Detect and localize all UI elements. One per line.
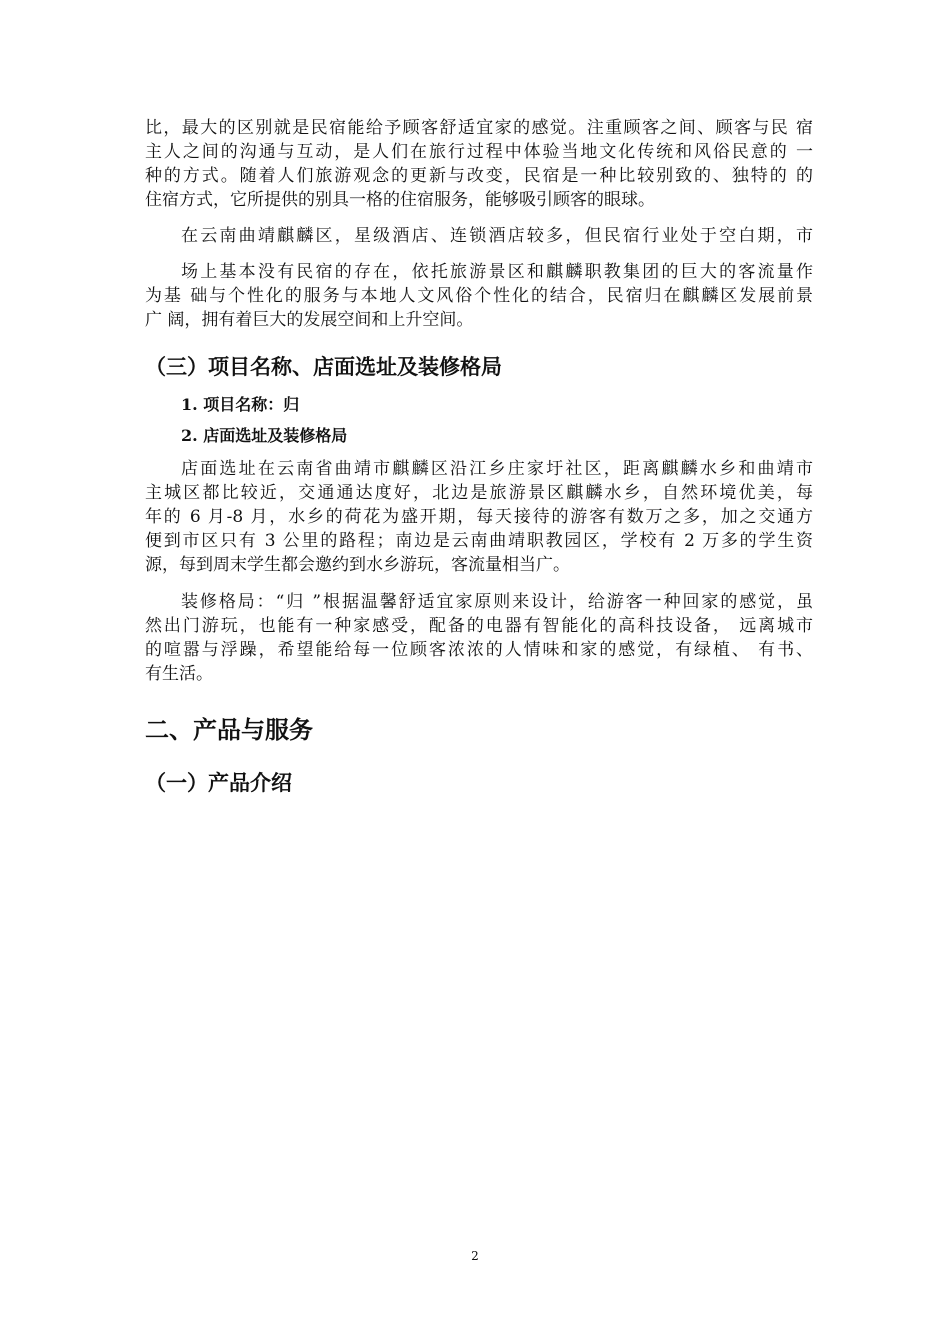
paragraph-line: 主人之间的沟通与互动，是人们在旅行过程中体验当地文化传统和风俗民意的 一 bbox=[145, 142, 813, 162]
paragraph-line: 主城区都比较近，交通通达度好，北边是旅游景区麒麟水乡，自然环境优美，每 bbox=[145, 483, 813, 503]
paragraph-line: 在云南曲靖麒麟区，星级酒店、连锁酒店较多，但民宿行业处于空白期，市 bbox=[181, 226, 813, 246]
paragraph-line: 住宿方式，它所提供的别具一格的住宿服务，能够吸引顾客的眼球。 bbox=[145, 190, 655, 210]
paragraph-line: 店面选址在云南省曲靖市麒麟区沿江乡庄家圩社区，距离麒麟水乡和曲靖市 bbox=[181, 459, 813, 479]
section-heading: （一）产品介绍 bbox=[145, 771, 292, 795]
paragraph-line: 场上基本没有民宿的存在，依托旅游景区和麒麟职教集团的巨大的客流量作 bbox=[181, 262, 813, 282]
paragraph-line: 装修格局：“归 ”根据温馨舒适宜家原则来设计，给游客一种回家的感觉，虽 bbox=[181, 592, 813, 612]
paragraph-line: 源，每到周末学生都会邀约到水乡游玩，客流量相当广。 bbox=[145, 555, 570, 575]
sub-heading-location: 2. 店面选址及装修格局 bbox=[181, 426, 348, 445]
paragraph-line: 比，最大的区别就是民宿能给予顾客舒适宜家的感觉。注重顾客之间、顾客与民 宿 bbox=[145, 118, 813, 138]
page-number: 2 bbox=[471, 1249, 479, 1263]
paragraph-line: 为基 础与个性化的服务与本地人文风俗个性化的结合，民宿归在麒麟区发展前景 bbox=[145, 286, 813, 306]
paragraph-line: 的喧嚣与浮躁，希望能给每一位顾客浓浓的人情味和家的感觉，有绿植、 有书、 bbox=[145, 640, 813, 660]
paragraph-line: 年的 6 月-8 月，水乡的荷花为盛开期，每天接待的游客有数万之多，加之交通方 bbox=[145, 507, 813, 527]
paragraph-line: 便到市区只有 3 公里的路程；南边是云南曲靖职教园区，学校有 2 万多的学生资 bbox=[145, 531, 813, 551]
paragraph-line: 种的方式。随着人们旅游观念的更新与改变，民宿是一种比较别致的、独特的 的 bbox=[145, 166, 813, 186]
paragraph-line: 有生活。 bbox=[145, 664, 213, 684]
chapter-heading: 二、产品与服务 bbox=[145, 716, 313, 744]
sub-heading-project-name: 1. 项目名称：归 bbox=[181, 395, 300, 414]
paragraph-line: 广 阔，拥有着巨大的发展空间和上升空间。 bbox=[145, 310, 474, 330]
paragraph-line: 然出门游玩，也能有一种家感受，配备的电器有智能化的高科技设备， 远离城市 bbox=[145, 616, 813, 636]
section-heading: （三）项目名称、店面选址及装修格局 bbox=[145, 355, 502, 379]
